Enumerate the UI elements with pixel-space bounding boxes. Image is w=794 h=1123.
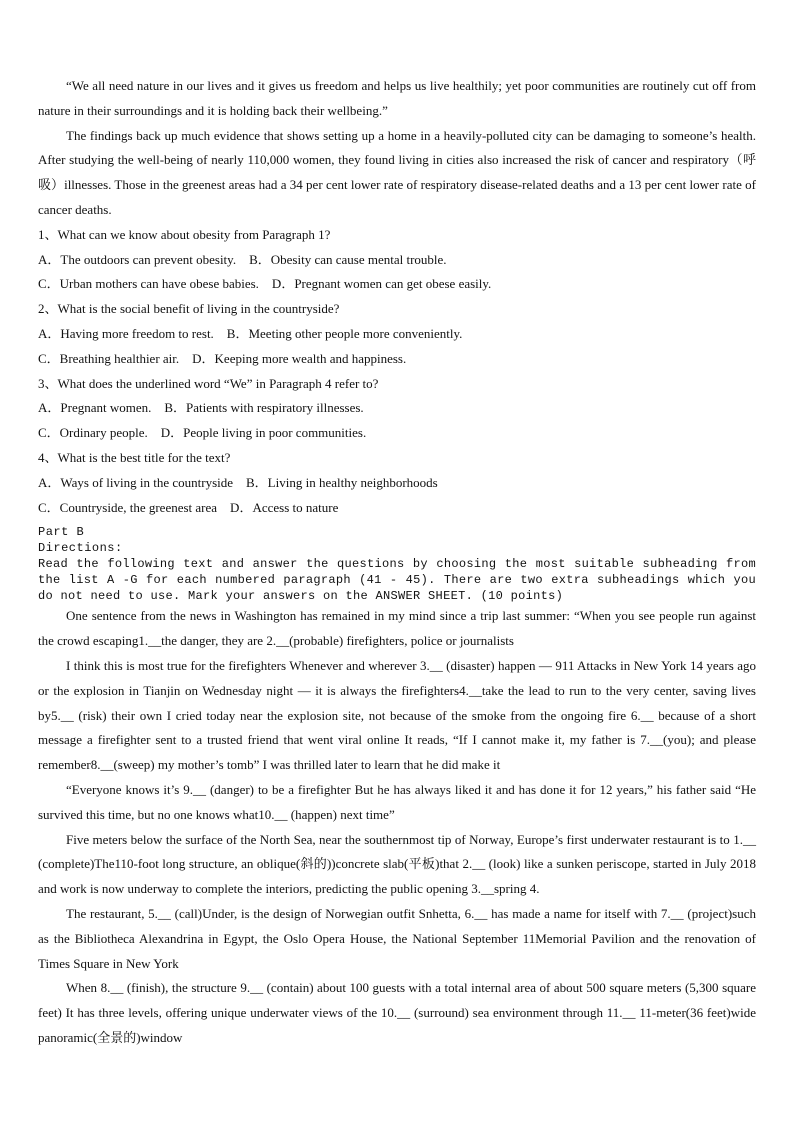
- question-stem: 3、What does the underlined word “We” in Paragraph 4 refer to?: [38, 375, 379, 391]
- question-stem: 4、What is the best title for the text?: [38, 449, 231, 465]
- question-options-ab: A．The outdoors can prevent obesity. B．Obesity can cause mental trouble.: [38, 251, 447, 267]
- passage-a-paragraph: “We all need nature in our lives and it gives us freedom and helps us live healthily; yet poor communities are routinely cut off from nature in their surroundings and it is holding back their wellbeing.”: [38, 78, 756, 118]
- question-options-cd: C．Urban mothers can have obese babies. D．Pregnant women can get obese easily.: [38, 276, 492, 292]
- question-stem: 1、What can we know about obesity from Paragraph 1?: [38, 226, 331, 242]
- question-options-cd: C．Ordinary people. D．People living in poor communities.: [38, 425, 367, 441]
- passage-b-paragraph: The restaurant, 5.__ (call)Under, is the design of Norwegian outfit Snhetta, 6.__ has made a name for itself with 7.__ (project)such as the Bibliotheca Alexandrina in Egypt, the Oslo Opera House, the National September 11Memorial Pavilion and the renovation of Times Square in New York: [38, 905, 756, 971]
- passage-b-paragraph: Five meters below the surface of the North Sea, near the southernmost tip of Norway, Europe’s first underwater restaurant is to 1.__ (complete)The110-foot long structure, an oblique(斜的))concrete slab(平板)that 2.__ (look) like a sunken periscope, started in July 2018 and work is now underway to complete the interiors, predicting the public opening 3.__spring 4.: [38, 831, 756, 897]
- part-b-title: Part B: [38, 525, 85, 540]
- question-options-ab: A．Ways of living in the countryside B．Living in healthy neighborhoods: [38, 474, 438, 490]
- question-1: [38, 223, 756, 297]
- question-2: [38, 297, 756, 371]
- document-page: [38, 74, 756, 1051]
- passage-b-paragraph: I think this is most true for the firefighters Whenever and wherever 3.__ (disaster) happen — 911 Attacks in New York 14 years ago or the explosion in Tianjin on Wednesday night — it is always the firefighters4.__take the lead to run to the very center, saving lives by5.__ (risk) their own I cried today near the explosion site, not because of the smoke from the ongoing fire 6.__ because of a short message a firefighter sent to a trusted friend that went viral online It reads, “If I cannot make it, my father is 7.__(you); and please remember8.__(sweep) my mother’s tomb” I was thrilled later to learn that he did make it: [38, 657, 756, 773]
- directions-label: Directions:: [38, 541, 123, 556]
- question-4: [38, 446, 756, 520]
- question-options-cd: C．Countryside, the greenest area D．Access to nature: [38, 499, 339, 515]
- question-options-ab: A．Pregnant women. B．Patients with respiratory illnesses.: [38, 400, 364, 416]
- question-stem: 2、What is the social benefit of living in the countryside?: [38, 301, 340, 317]
- question-options-cd: C．Breathing healthier air. D．Keeping more wealth and happiness.: [38, 350, 407, 366]
- passage-b-paragraph: “Everyone knows it’s 9.__ (danger) to be a firefighter But he has always liked it and has done it for 12 years,” his father said “He survived this time, but no one knows what10.__ (happen) next time”: [38, 781, 756, 822]
- passage-b-paragraph: One sentence from the news in Washington has remained in my mind since a trip last summer: “When you see people run against the crowd escaping1.__the danger, they are 2.__(probable) firefighters, police or journalists: [38, 608, 756, 649]
- question-options-ab: A．Having more freedom to rest. B．Meeting other people more conveniently.: [38, 325, 463, 341]
- directions-text: Read the following text and answer the questions by choosing the most suitable subheading from the list A -G for each numbered paragraph (41 - 45). There are two extra subheadings which you do not need to use. Mark your answers on the ANSWER SHEET. (10 points): [38, 557, 756, 604]
- passage-b-paragraph: When 8.__ (finish), the structure 9.__ (contain) about 100 guests with a total internal area of about 500 square meters (5,300 square feet) It has three levels, offering unique underwater views of the 10.__ (surround) sea environment through 11.__ 11-meter(36 feet)wide panoramic(全景的)window: [38, 980, 756, 1045]
- question-3: [38, 372, 756, 446]
- part-b-header: [38, 524, 756, 604]
- passage-a-paragraph: The findings back up much evidence that shows setting up a home in a heavily-polluted city can be damaging to someone’s health. After studying the well-being of nearly 110,000 women, they found living in cities also increased the risk of cancer and respiratory（呼吸）illnesses. Those in the greenest areas had a 34 per cent lower rate of respiratory disease-related deaths and a 13 per cent lower rate of cancer deaths.: [38, 127, 756, 217]
